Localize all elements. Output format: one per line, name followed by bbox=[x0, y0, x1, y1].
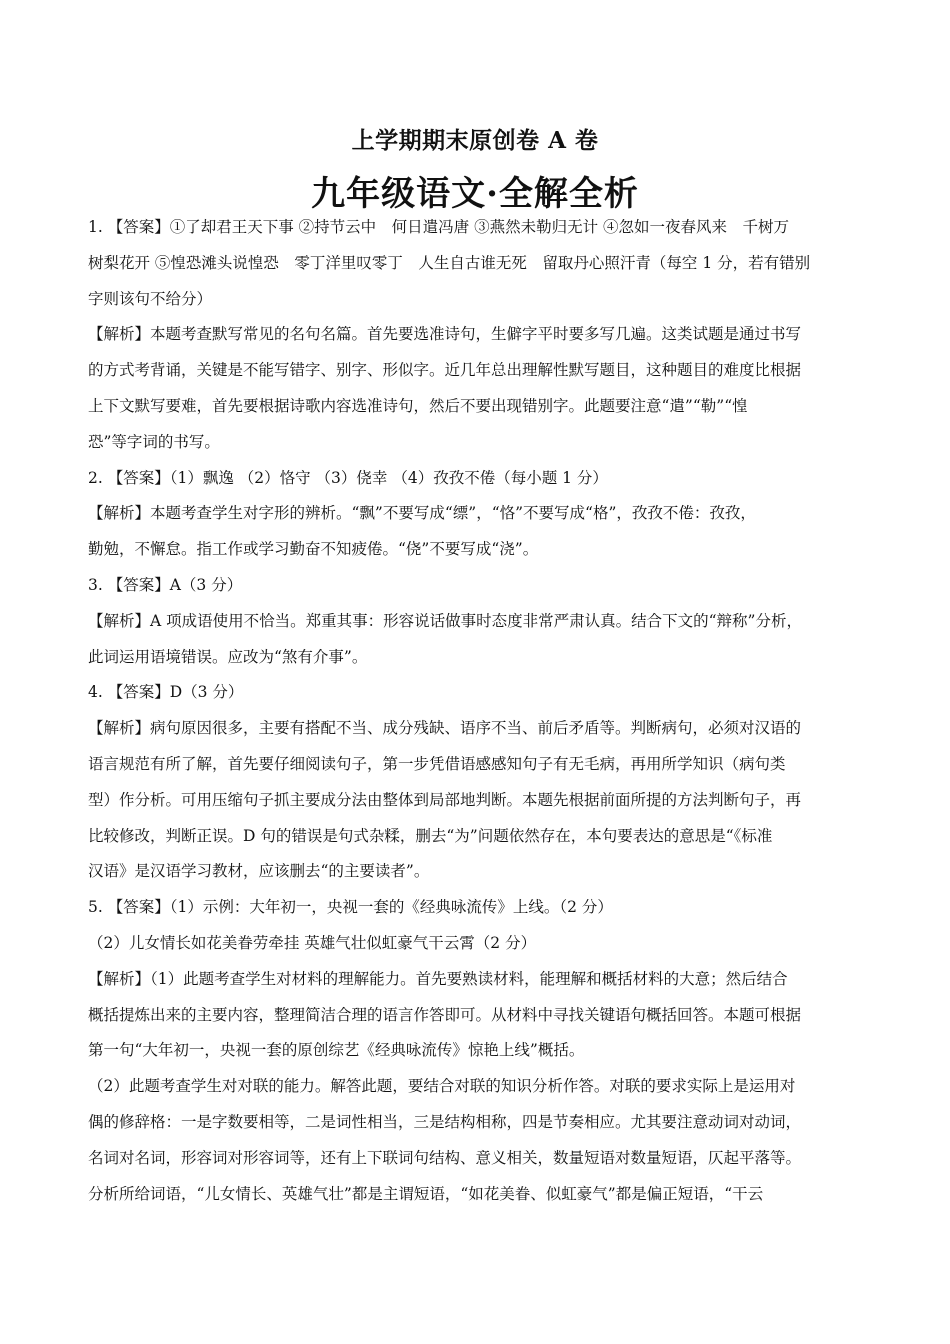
document-body bbox=[88, 210, 866, 1212]
text-line: 2. 【答案】（1）飘逸 （2）恪守 （3）侥幸 （4）孜孜不倦（每小题 1 分） bbox=[88, 468, 608, 487]
text-line: 【解析】本题考查学生对字形的辨析。“飘”不要写成“缥”，“恪”不要写成“格”，孜孜不倦：孜孜， bbox=[88, 504, 756, 523]
text-line: 勤勉，不懈怠。指工作或学习勤奋不知疲倦。“侥”不要写成“浇”。 bbox=[88, 540, 539, 559]
text-line: 型）作分析。可用压缩句子抓主要成分法由整体到局部地判断。本题先根据前面所提的方法判断句子，再 bbox=[88, 790, 802, 809]
text-line: 上下文默写要难，首先要根据诗歌内容选准诗句，然后不要出现错别字。此题要注意“遣”“勒”“惶 bbox=[88, 396, 748, 415]
text-line: 【解析】病句原因很多，主要有搭配不当、成分残缺、语序不当、前后矛盾等。判断病句，必须对汉语的 bbox=[88, 719, 802, 738]
text-line: 4. 【答案】D（3 分） bbox=[88, 683, 244, 702]
text-line: 树梨花开 ⑤惶恐滩头说惶恐 零丁洋里叹零丁 人生自古谁无死 留取丹心照汗青（每空 1 分，若有错别 bbox=[88, 253, 811, 272]
text-line: 语言规范有所了解，首先要仔细阅读句子，第一步凭借语感感知句子有无毛病，再用所学知识（病句类 bbox=[88, 754, 786, 773]
text-line: （2）此题考查学生对对联的能力。解答此题，要结合对联的知识分析作答。对联的要求实际上是运用对 bbox=[88, 1077, 796, 1096]
text-line: 分析所给词语，“儿女情长、英雄气壮”都是主谓短语，“如花美眷、似虹豪气”都是偏正短语，“干云 bbox=[88, 1184, 764, 1203]
text-line: 第一句“大年初一，央视一套的原创综艺《经典咏流传》惊艳上线”概括。 bbox=[88, 1041, 585, 1060]
text-line: 3. 【答案】A（3 分） bbox=[88, 575, 243, 594]
text-line: 【解析】本题考查默写常见的名句名篇。首先要选准诗句，生僻字平时要多写几遍。这类试题是通过书写 bbox=[88, 325, 802, 344]
text-line: 【解析】A 项成语使用不恰当。郑重其事：形容说话做事时态度非常严肃认真。结合下文的“辩称”分析， bbox=[88, 611, 802, 630]
text-line: 偶的修辞格：一是字数要相等，二是词性相当，三是结构相称，四是节奏相应。尤其要注意动词对动词， bbox=[88, 1112, 802, 1131]
text-line: 【解析】（1）此题考查学生对材料的理解能力。首先要熟读材料，能理解和概括材料的大意；然后结合 bbox=[88, 969, 788, 988]
text-line: 概括提炼出来的主要内容，整理简洁合理的语言作答即可。从材料中寻找关键语句概括回答。本题可根据 bbox=[88, 1005, 802, 1024]
document-title: 九年级语文·全解全析 bbox=[311, 174, 639, 214]
text-line: 此词运用语境错误。应改为“煞有介事”。 bbox=[88, 647, 368, 666]
text-line: 恐”等字词的书写。 bbox=[88, 432, 220, 451]
text-line: 1. 【答案】①了却君王天下事 ②持节云中 何日遣冯唐 ③燕然未勒归无计 ④忽如一夜春风来 千树万 bbox=[88, 218, 789, 236]
text-line: 字则该句不给分） bbox=[88, 289, 213, 308]
text-line: 的方式考背诵，关键是不能写错字、别字、形似字。近几年总出理解性默写题目，这种题目的难度比根据 bbox=[88, 361, 802, 380]
text-line: （2）儿女情长如花美眷劳牵挂 英雄气壮似虹豪气干云霄（2 分） bbox=[88, 933, 537, 952]
document-subtitle: 上学期期末原创卷 A 卷 bbox=[351, 127, 599, 154]
text-line: 比较修改，判断正误。D 句的错误是句式杂糅，删去“为”问题依然存在，本句要表达的意思是“《标准 bbox=[88, 826, 773, 845]
text-line: 汉语》是汉语学习教材，应该删去“的主要读者”。 bbox=[88, 862, 430, 881]
text-line: 名词对名词，形容词对形容词等，还有上下联词句结构、意义相关，数量短语对数量短语，仄起平落等。 bbox=[88, 1148, 802, 1167]
text-line: 5. 【答案】（1）示例：大年初一，央视一套的《经典咏流传》上线。（2 分） bbox=[88, 898, 613, 917]
